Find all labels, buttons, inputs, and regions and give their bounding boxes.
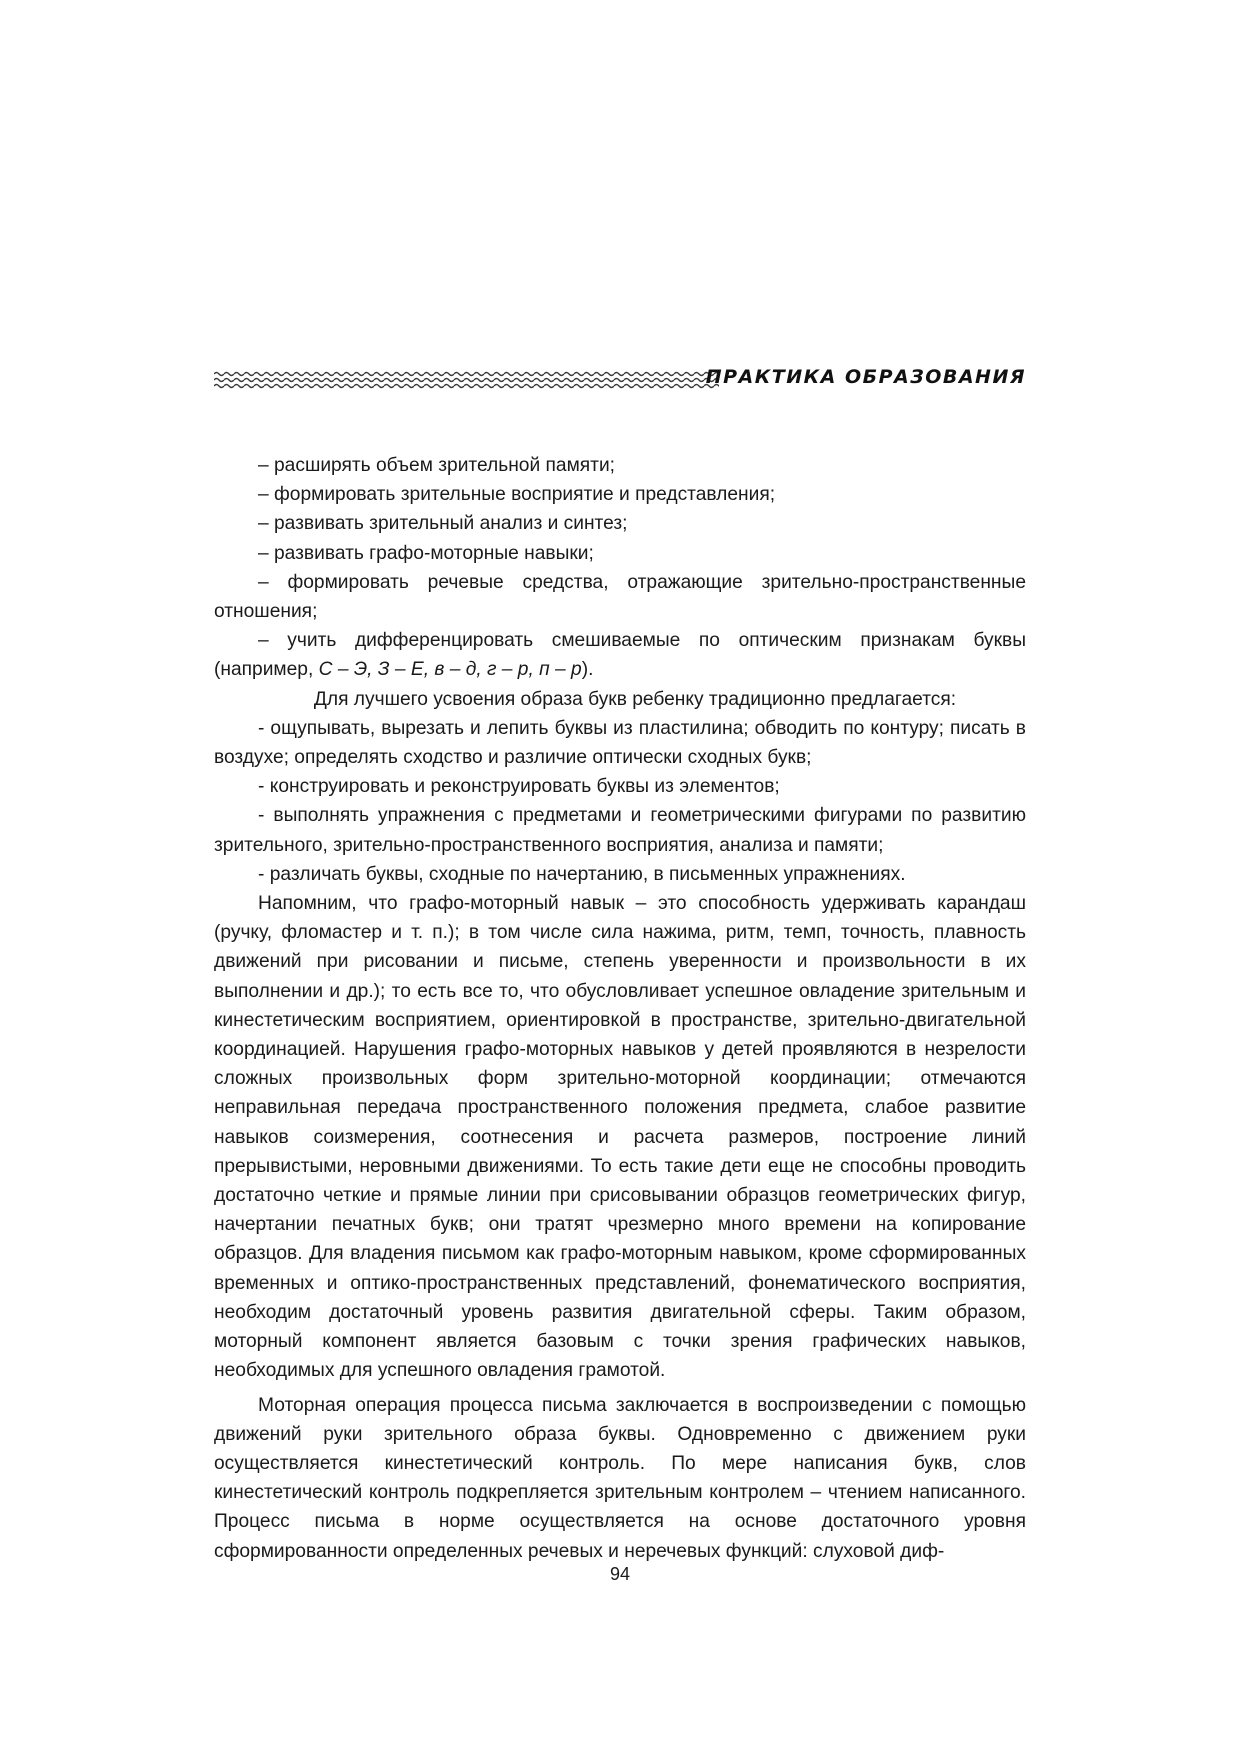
list-item: – развивать графо-моторные навыки; [258,542,594,564]
body-text [214,451,1026,1566]
list-item: - выполнять упражнения с предметами и геометрическими фигурами по развитию зрительного, зрительно-пространственного восприятия, анализа и памяти; [214,805,1026,856]
list-item: – формировать речевые средства, отражающие зрительно-пространственные отношения; [214,571,1026,623]
page-number: 94 [609,1564,631,1584]
wave-ornament-icon [214,370,719,390]
paragraph-intro: Для лучшего усвоения образа букв ребенку традиционно предлагается: [313,688,957,710]
list-item-text: – учить дифференцировать смешиваемые по оптическим признакам буквы (например, [214,630,1026,681]
paragraph: Напомним, что графо-моторный навык – это способность удерживать карандаш (ручку, фломастер и т. п.); в том числе сила нажима, ритм, темп, точность, плавность движений при рисовании и письме, степень уверенности и произвольности в их выполнении и др.); то есть все то, что обусловливает успешное овладение зрительным и кинестетическим восприятием, ориентировкой в пространстве, зрительно-двигательной координацией. Нарушения графо-моторных навыков у детей проявляются в незрелости сложных произвольных форм зрительно-моторной координации; отмечаются неправильная передача пространственного положения предмета, слабое развитие навыков соизмерения, соотнесения и расчета размеров, построение линий прерывистыми, неровными движениями. То есть такие дети еще не способны проводить достаточно четкие и прямые линии при срисовывании образцов геометрических фигур, начертании печатных букв; они тратят чрезмерно много времени на копирование образцов. Для владения письмом как графо-моторным навыком, кроме сформированных временных и оптико-пространственных представлений, фонематического восприятия, необходим достаточный уровень развития двигательной сферы. Таким образом, моторный компонент является базовым с точки зрения графических навыков, необходимых для успешного овладения грамотой. [214,893,1026,1382]
letter-examples: С – Э, З – Е, в – д, г – р, п – р [318,659,582,681]
paragraph: Моторная операция процесса письма заключается в воспроизведении с помощью движений руки зрительного образа буквы. Одновременно с движением руки осуществляется кинестетический контроль. По мере написания букв, слов кинестетический контроль подкрепляется зрительным контролем – чтением написанного. Процесс письма в норме осуществляется на основе достаточного уровня сформированности определенных речевых и неречевых функций: слуховой диф- [214,1394,1026,1562]
list-item-close: ). [581,659,594,681]
list-item: – развивать зрительный анализ и синтез; [258,513,628,535]
list-item: – формировать зрительные восприятие и представления; [258,484,776,506]
running-header [214,366,1026,394]
list-item: - конструировать и реконструировать буквы из элементов; [258,776,780,798]
list-item: - различать буквы, сходные по начертанию, в письменных упражнениях. [258,863,906,885]
list-item [214,626,1026,684]
list-item: - ощупывать, вырезать и лепить буквы из пластилина; обводить по контуру; писать в воздухе; определять сходство и различие оптически сходных букв; [214,717,1026,769]
list-item: – расширять объем зрительной памяти; [258,455,616,476]
journal-title: ПРАКТИКА ОБРАЗОВАНИЯ [705,366,1026,388]
